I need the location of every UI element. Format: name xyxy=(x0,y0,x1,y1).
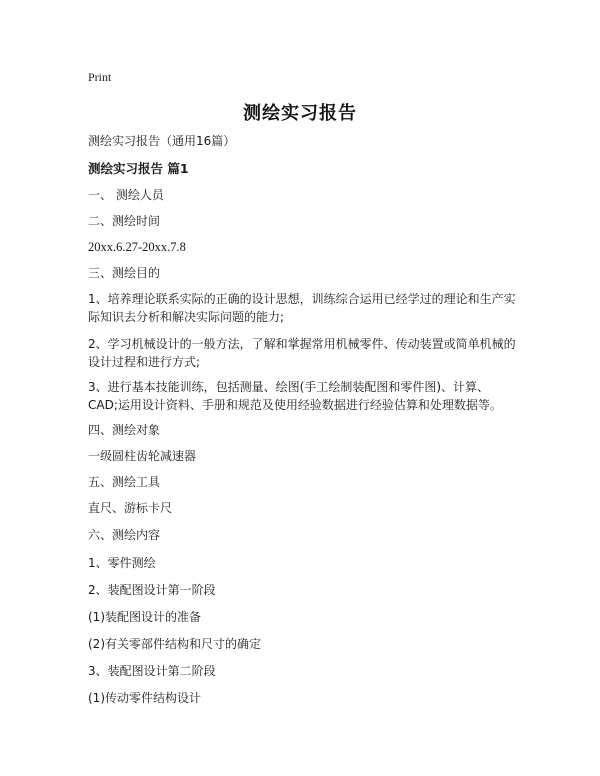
section-heading: 测绘实习报告 篇1 xyxy=(88,161,189,176)
document-title: 测绘实习报告 xyxy=(243,103,357,124)
item-tools: 五、测绘工具 xyxy=(88,475,161,489)
print-label: Print xyxy=(88,70,112,84)
item-purpose: 三、测绘目的 xyxy=(88,266,161,280)
purpose-paragraph-2: 2、学习机械设计的一般方法，了解和掌握常用机械零件、传动装置或简单机械的设计过程和进行方式; xyxy=(88,337,516,369)
purpose-paragraph-1: 1、培养理论联系实际的正确的设计思想，训练综合运用已经学过的理论和生产实际知识去分析和解决实际问题的能力; xyxy=(88,292,516,324)
content-item-1: 1、零件测绘 xyxy=(88,556,156,570)
content-item-2-1: (1)装配图设计的准备 xyxy=(88,610,201,624)
content-item-2: 2、装配图设计第一阶段 xyxy=(88,583,216,597)
purpose-paragraph-3: 3、进行基本技能训练，包括测量、绘图(手工绘制装配图和零件图)、计算、CAD;运用设计资料、手册和规范及使用经验数据进行经验估算和处理数据等。 xyxy=(88,380,502,412)
date-range: 20xx.6.27-20xx.7.8 xyxy=(88,240,186,254)
tools-value: 直尺、游标卡尺 xyxy=(88,501,173,515)
item-personnel: 一、 测绘人员 xyxy=(88,188,164,202)
content-item-3: 3、装配图设计第二阶段 xyxy=(88,664,216,678)
item-time: 二、测绘时间 xyxy=(88,214,161,228)
content-item-2-2: (2)有关零部件结构和尺寸的确定 xyxy=(88,637,261,651)
content-item-3-1: (1)传动零件结构设计 xyxy=(88,691,201,705)
object-value: 一级圆柱齿轮减速器 xyxy=(88,449,197,463)
document-subtitle: 测绘实习报告（通用16篇） xyxy=(88,134,236,148)
item-object: 四、测绘对象 xyxy=(88,423,161,437)
item-content: 六、测绘内容 xyxy=(88,528,161,542)
